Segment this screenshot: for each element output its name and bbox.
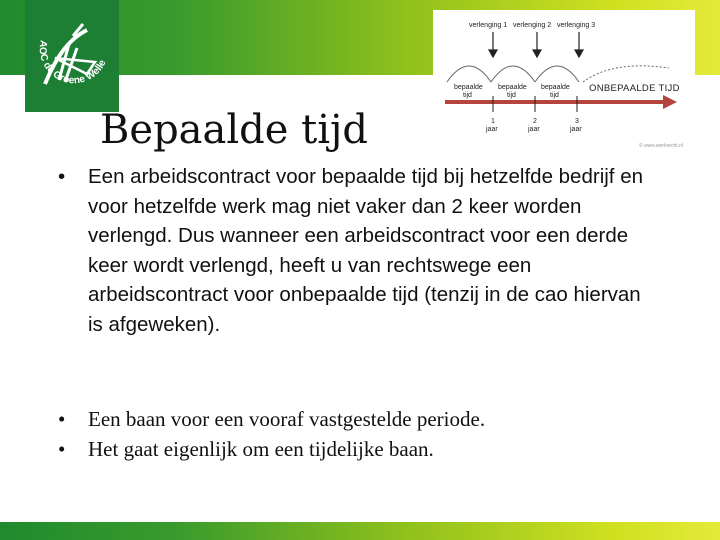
slide-title: Bepaalde tijd xyxy=(100,107,369,153)
contract-label: tijd xyxy=(507,92,516,99)
school-logo xyxy=(25,0,119,112)
contract-label: tijd xyxy=(463,92,472,99)
year-number: 2 xyxy=(533,118,537,125)
logo-text: AOC de Groene Welle xyxy=(36,39,109,87)
bullet-item xyxy=(58,162,658,339)
bottom-gradient-band xyxy=(0,522,720,540)
year-number: 3 xyxy=(575,118,579,125)
diagram-watermark: © www.werkrecht.nl xyxy=(639,143,683,149)
bullet-item xyxy=(58,404,678,434)
extension-arrows xyxy=(489,32,583,57)
bullet-text: Een arbeidscontract voor bepaalde tijd bij hetzelfde bedrijf en voor hetzelfde werk mag niet vaker dan 2 keer worden verlengd. Dus wanneer een arbeidscontract voor een derde keer wordt verlengd, heeft u van rechtswege een arbeidscontract voor onbepaalde tijd (tenzij in de cao hiervan is afgeweken). xyxy=(88,165,643,336)
contract-arcs xyxy=(447,66,669,82)
year-unit: jaar xyxy=(486,126,498,133)
bullet-icon: • xyxy=(58,407,66,431)
bullet-text: Een baan voor een vooraf vastgestelde periode. xyxy=(88,407,486,431)
bullet-icon: • xyxy=(58,165,66,188)
bullet-list xyxy=(58,404,678,464)
contract-timeline-diagram xyxy=(433,10,695,150)
indefinite-label: ONBEPAALDE TIJD xyxy=(589,83,680,94)
contract-label: tijd xyxy=(550,92,559,99)
bullet-icon: • xyxy=(58,437,66,461)
bullet-item xyxy=(58,434,678,464)
extension-label: verlenging 2 xyxy=(513,22,552,29)
contract-label: bepaalde xyxy=(541,84,570,91)
logo-emblem-icon xyxy=(25,0,119,112)
timeline-bar xyxy=(445,95,677,112)
year-unit: jaar xyxy=(528,126,540,133)
bullet-text: Het gaat eigenlijk om een tijdelijke baan. xyxy=(88,437,434,461)
extension-label: verlenging 1 xyxy=(469,22,508,29)
contract-label: bepaalde xyxy=(454,84,483,91)
year-unit: jaar xyxy=(570,126,582,133)
year-number: 1 xyxy=(491,118,495,125)
extension-label: verlenging 3 xyxy=(557,22,596,29)
contract-label: bepaalde xyxy=(498,84,527,91)
